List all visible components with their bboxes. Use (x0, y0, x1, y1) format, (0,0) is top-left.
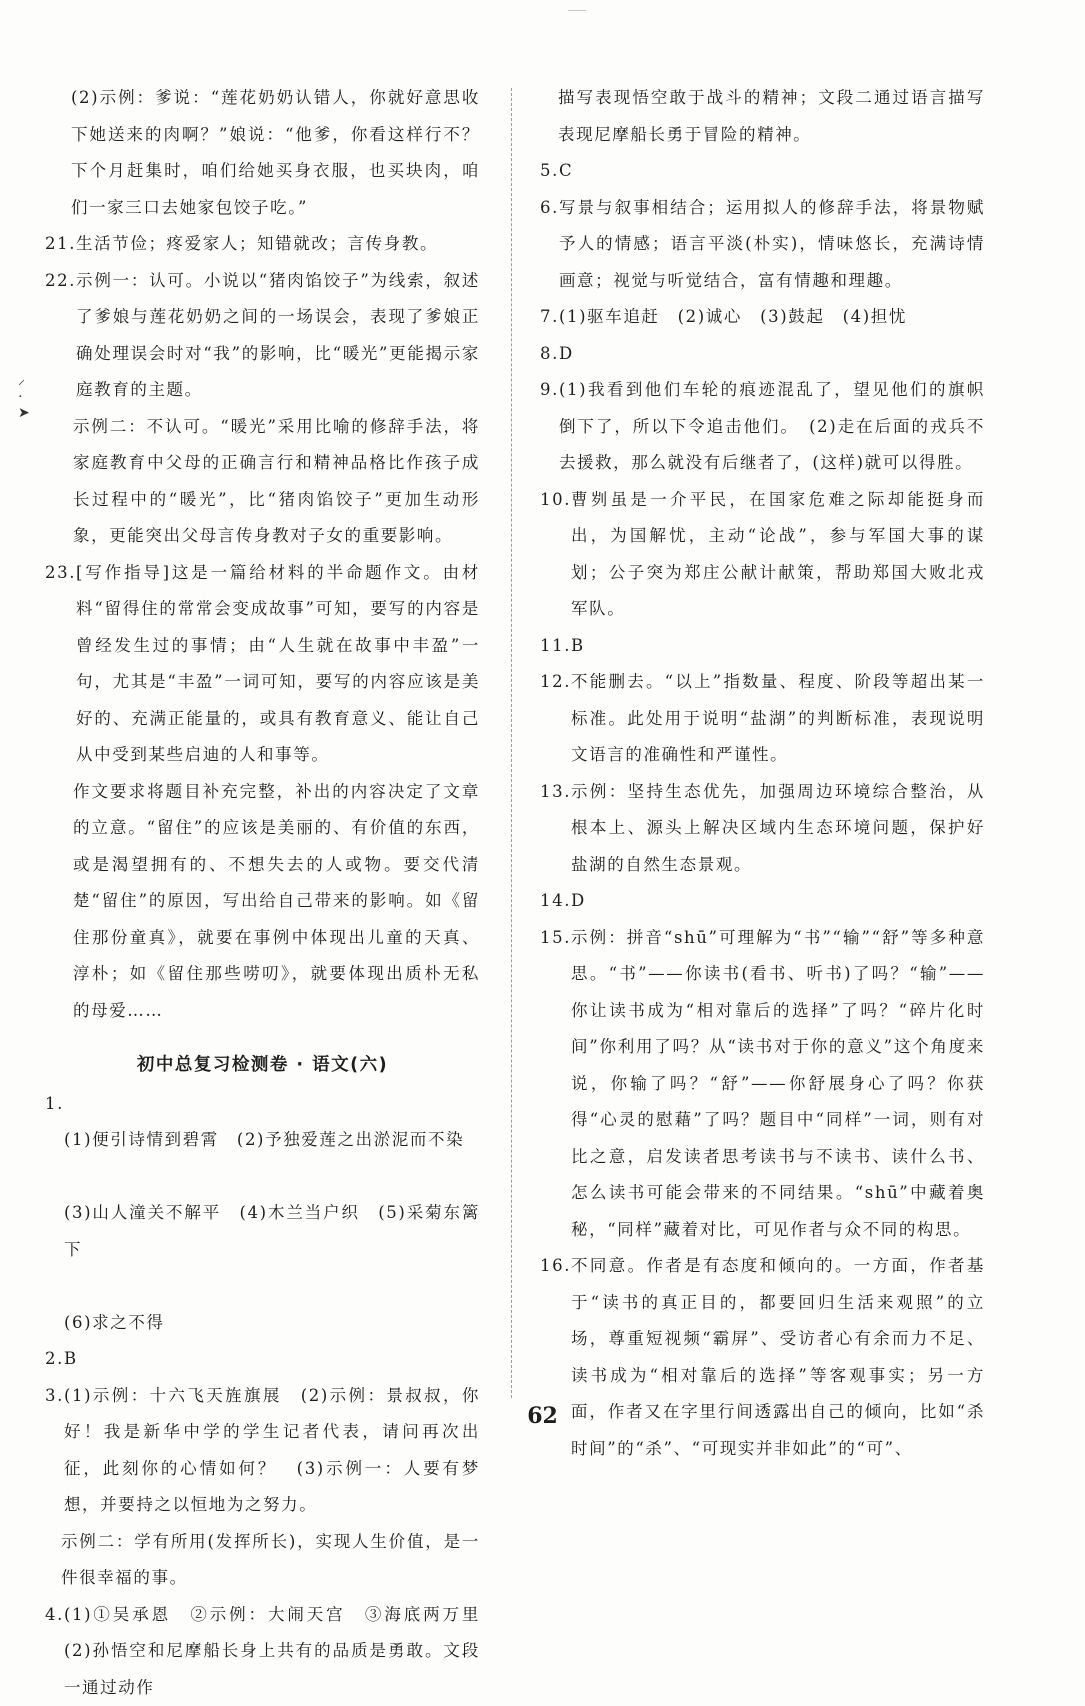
answer-text: 写景与叙事相结合；运用拟人的修辞手法，将景物赋予人的情感；语言平淡(朴实)，情味悠长，充满诗情画意；视觉与听觉结合，富有情趣和理趣。 (559, 190, 985, 300)
answer-2 (45, 1341, 480, 1378)
answer-number: 14. (540, 883, 571, 920)
margin-pencil-marks: ⸝ ⋅ ➤ (18, 370, 30, 421)
answer-text: 不同意。作者是有态度和倾向的。一方面，作者基于“读书的真正目的，都要回归生活来观照”的立场，尊重短视频“霸屏”、受访者心有余而力不足、读书成为“相对靠后的选择”等客观事实；另一方面，作者又在字里行间透露出自己的倾向，比如“杀时间”的“杀”、“可现实并非如此”的“可”、 (571, 1248, 985, 1467)
answer-11 (540, 628, 985, 665)
answer-number: 1. (45, 1086, 64, 1342)
answer-number: 11. (540, 628, 571, 665)
answer-text: 示例：拼音“shū”可理解为“书”“输”“舒”等多种意思。“书”——你读书(看书、听书)了吗？“输”——你让读书成为“相对靠后的选择”了吗？“碎片化时间”你利用了吗？从“读书对于你的意义”这个角度来说，你输了吗？“舒”——你舒展身心了吗？你获得“心灵的慰藉”了吗？题目中“同样”一词，则有对比之意，启发读者思考读书与不读书、读什么书、怎么读书可能会带来的不同结果。“shū”中藏着奥秘，“同样”藏着对比，可见作者与众不同的构思。 (571, 920, 985, 1249)
answer-text: 生活节俭；疼爱家人；知错就改；言传身教。 (76, 226, 480, 263)
section-title: 初中总复习检测卷 · 语文(六) (45, 1047, 480, 1084)
answer-13 (540, 774, 985, 884)
answer-22 (45, 263, 480, 409)
answer-number: 8. (540, 336, 559, 373)
answer-number: 4. (45, 1597, 64, 1706)
answer-5 (540, 153, 985, 190)
answer-4 (45, 1597, 480, 1706)
answer-number: 7. (540, 299, 559, 336)
answer-6 (540, 190, 985, 300)
answer-number: 10. (540, 482, 571, 628)
answer-number: 16. (540, 1248, 571, 1467)
answer-text: D (571, 883, 985, 920)
page-number: 62 (0, 1403, 1085, 1429)
answer-14 (540, 883, 985, 920)
answer-1-line-1: (1)便引诗情到碧霄 (2)予独爱莲之出淤泥而不染 (64, 1130, 464, 1149)
answer-text: 示例一：认可。小说以“猪肉馅饺子”为线索，叙述了爹娘与莲花奶奶之间的一场误会，表现了爹娘正确处理误会时对“我”的影响，比“暖光”更能揭示家庭教育的主题。 (76, 263, 480, 409)
answer-text: (1)驱车追赶 (2)诚心 (3)鼓起 (4)担忧 (559, 299, 985, 336)
answer-text: [写作指导]这是一篇给材料的半命题作文。由材料“留得住的常常会变成故事”可知，要写的内容是曾经发生过的事情；由“人生就在故事中丰盈”一句，尤其是“丰盈”一词可知，要写的内容应该是美好的、充满正能量的，或具有教育意义、能让自己从中受到某些启迪的人和事等。 (76, 555, 480, 774)
answer-text: (1)①吴承恩 ②示例：大闹天宫 ③海底两万里 (2)孙悟空和尼摩船长身上共有的品质是勇敢。文段一通过动作 (64, 1597, 480, 1706)
answer-number: 15. (540, 920, 571, 1249)
right-column (540, 80, 985, 1467)
column-divider (511, 88, 512, 1398)
answer-text (64, 1086, 480, 1342)
answer-number: 2. (45, 1341, 64, 1378)
answer-number: 6. (540, 190, 559, 300)
answer-8 (540, 336, 985, 373)
answer-text: B (571, 628, 985, 665)
answer-text: (1)我看到他们车轮的痕迹混乱了，望见他们的旗帜倒下了，所以下令追击他们。 (2)走在后面的戎兵不去援救，那么就没有后继者了，(这样)就可以得胜。 (559, 372, 985, 482)
left-column (45, 80, 480, 1706)
answer-12 (540, 664, 985, 774)
answer-text: B (64, 1341, 480, 1378)
answer-text: 曹刿虽是一介平民，在国家危难之际却能挺身而出，为国解忧，主动“论战”，参与军国大事的谋划；公子突为郑庄公献计献策，帮助郑国大败北戎军队。 (571, 482, 985, 628)
answer-21 (45, 226, 480, 263)
answer-16 (540, 1248, 985, 1467)
answer-3 (45, 1378, 480, 1524)
answer-15 (540, 920, 985, 1249)
answer-1 (45, 1086, 480, 1342)
answer-22-example-2: 示例二：不认可。“暖光”采用比喻的修辞手法，将家庭教育中父母的正确言行和精神品格比作孩子成长过程中的“暖光”，比“猪肉馅饺子”更加生动形象，更能突出父母言传身教对子女的重要影响。 (45, 409, 480, 555)
answer-23 (45, 555, 480, 774)
top-crop-mark (568, 10, 586, 11)
answer-text: (1)示例：十六飞天旌旗展 (2)示例：景叔叔，你好！我是新华中学的学生记者代表，请问再次出征，此刻你的心情如何？ (3)示例一：人要有梦想，并要持之以恒地为之努力。 (64, 1378, 480, 1524)
answer-number: 22. (45, 263, 76, 409)
answer-number: 3. (45, 1378, 64, 1524)
answer-3-example-2: 示例二：学有所用(发挥所长)，实现人生价值，是一件很幸福的事。 (45, 1524, 480, 1597)
answer-23-paragraph-2: 作文要求将题目补充完整，补出的内容决定了文章的立意。“留住”的应该是美丽的、有价值的东西，或是渴望拥有的、不想失去的人或物。要交代清楚“留住”的原因，写出给自己带来的影响。如《留住那份童真》，就要在事例中体现出儿童的天真、淳朴；如《留住那些唠叨》，就要体现出质朴无私的母爱…… (45, 774, 480, 1030)
answer-20-2: (2)示例：爹说：“莲花奶奶认错人，你就好意思收下她送来的肉啊？”娘说：“他爹，你看这样行不？下个月赶集时，咱们给她买身衣服，也买块肉，咱们一家三口去她家包饺子吃。” (45, 80, 480, 226)
answer-text: 不能删去。“以上”指数量、程度、阶段等超出某一标准。此处用于说明“盐湖”的判断标准，表现说明文语言的准确性和严谨性。 (571, 664, 985, 774)
answer-number: 9. (540, 372, 559, 482)
answer-number: 21. (45, 226, 76, 263)
answer-number: 5. (540, 153, 559, 190)
answer-text: C (559, 153, 985, 190)
answer-1-line-2: (3)山人潼关不解平 (4)木兰当户织 (5)采菊东篱下 (64, 1203, 480, 1259)
answer-text: 示例：坚持生态优先，加强周边环境综合整治，从根本上、源头上解决区域内生态环境问题，保护好盐湖的自然生态景观。 (571, 774, 985, 884)
answer-text: D (559, 336, 985, 373)
answer-1-line-3: (6)求之不得 (64, 1313, 165, 1332)
answer-7 (540, 299, 985, 336)
answer-number: 13. (540, 774, 571, 884)
answer-9 (540, 372, 985, 482)
answer-number: 12. (540, 664, 571, 774)
answer-10 (540, 482, 985, 628)
answer-number: 23. (45, 555, 76, 774)
answer-4-continued: 描写表现悟空敢于战斗的精神；文段二通过语言描写表现尼摩船长勇于冒险的精神。 (540, 80, 985, 153)
